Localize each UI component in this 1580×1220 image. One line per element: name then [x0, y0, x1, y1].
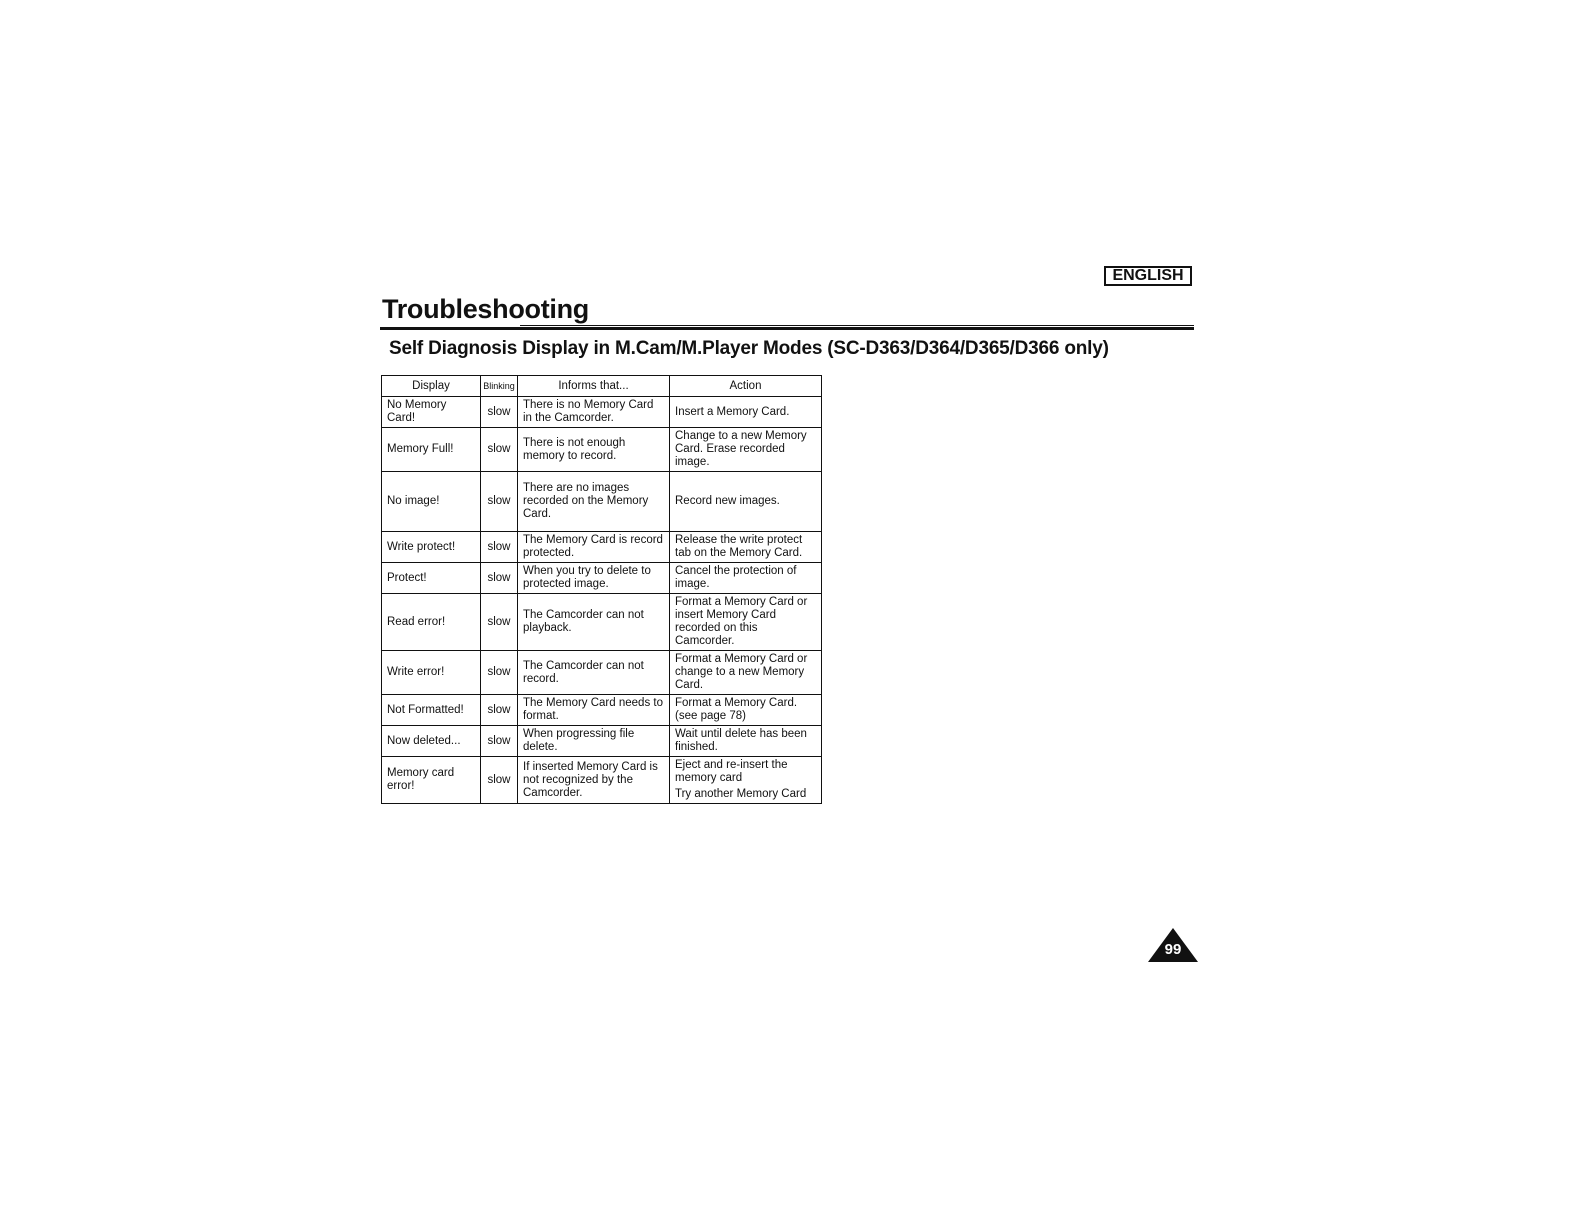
- action-cell: Format a Memory Card. (see page 78): [670, 695, 822, 726]
- informs-cell: When progressing file delete.: [518, 726, 670, 757]
- display-cell: Read error!: [382, 594, 481, 651]
- table-row: [382, 472, 822, 532]
- language-badge: ENGLISH: [1104, 266, 1192, 286]
- table-row: [382, 397, 822, 428]
- display-cell: Write protect!: [382, 532, 481, 563]
- display-cell: Now deleted...: [382, 726, 481, 757]
- blinking-cell: slow: [481, 594, 518, 651]
- informs-cell: The Camcorder can not playback.: [518, 594, 670, 651]
- table-row: [382, 428, 822, 472]
- column-header-informs: Informs that...: [518, 376, 670, 397]
- blinking-cell: slow: [481, 695, 518, 726]
- action-text: Eject and re-insert the memory card: [675, 759, 788, 784]
- blinking-cell: slow: [481, 472, 518, 532]
- informs-cell: The Camcorder can not record.: [518, 651, 670, 695]
- section-heading: Self Diagnosis Display in M.Cam/M.Player Modes (SC-D363/D364/D365/D366 only): [389, 338, 1109, 359]
- display-cell: No Memory Card!: [382, 397, 481, 428]
- table-row: [382, 695, 822, 726]
- table-row: [382, 563, 822, 594]
- blinking-cell: slow: [481, 651, 518, 695]
- table-row: [382, 532, 822, 563]
- table-header-row: [382, 376, 822, 397]
- blinking-cell: slow: [481, 563, 518, 594]
- informs-cell: The Memory Card is record protected.: [518, 532, 670, 563]
- blinking-cell: slow: [481, 428, 518, 472]
- table-row: [382, 651, 822, 695]
- table-row: [382, 726, 822, 757]
- display-cell: Memory card error!: [382, 757, 481, 804]
- display-cell: Not Formatted!: [382, 695, 481, 726]
- action-cell: Wait until delete has been finished.: [670, 726, 822, 757]
- action-cell: Change to a new Memory Card. Erase recorded image.: [670, 428, 822, 472]
- action-cell: Format a Memory Card or change to a new Memory Card.: [670, 651, 822, 695]
- page-number-badge: [1148, 928, 1198, 962]
- action-extra-text: Try another Memory Card: [675, 788, 807, 800]
- title-rule: [380, 327, 1194, 330]
- action-cell: Record new images.: [670, 472, 822, 532]
- informs-cell: There is no Memory Card in the Camcorder.: [518, 397, 670, 428]
- display-cell: No image!: [382, 472, 481, 532]
- column-header-blinking: Blinking: [481, 376, 518, 397]
- display-cell: Protect!: [382, 563, 481, 594]
- display-cell: Write error!: [382, 651, 481, 695]
- self-diagnosis-table: [381, 375, 822, 804]
- informs-cell: If inserted Memory Card is not recognized by the Camcorder.: [518, 757, 670, 804]
- action-cell: Format a Memory Card or insert Memory Card recorded on this Camcorder.: [670, 594, 822, 651]
- action-cell: [670, 757, 822, 804]
- informs-cell: When you try to delete to protected image.: [518, 563, 670, 594]
- blinking-cell: slow: [481, 397, 518, 428]
- page-title: Troubleshooting: [382, 294, 589, 324]
- column-header-action: Action: [670, 376, 822, 397]
- table-row: [382, 594, 822, 651]
- table-row: [382, 757, 822, 804]
- page-number: 99: [1164, 941, 1182, 958]
- column-header-display: Display: [382, 376, 481, 397]
- informs-cell: The Memory Card needs to format.: [518, 695, 670, 726]
- action-cell: Cancel the protection of image.: [670, 563, 822, 594]
- blinking-cell: slow: [481, 757, 518, 804]
- informs-cell: There is not enough memory to record.: [518, 428, 670, 472]
- display-cell: Memory Full!: [382, 428, 481, 472]
- action-cell: Insert a Memory Card.: [670, 397, 822, 428]
- title-rule-thin: [520, 325, 1194, 326]
- action-cell: Release the write protect tab on the Memory Card.: [670, 532, 822, 563]
- informs-cell: There are no images recorded on the Memory Card.: [518, 472, 670, 532]
- blinking-cell: slow: [481, 532, 518, 563]
- blinking-cell: slow: [481, 726, 518, 757]
